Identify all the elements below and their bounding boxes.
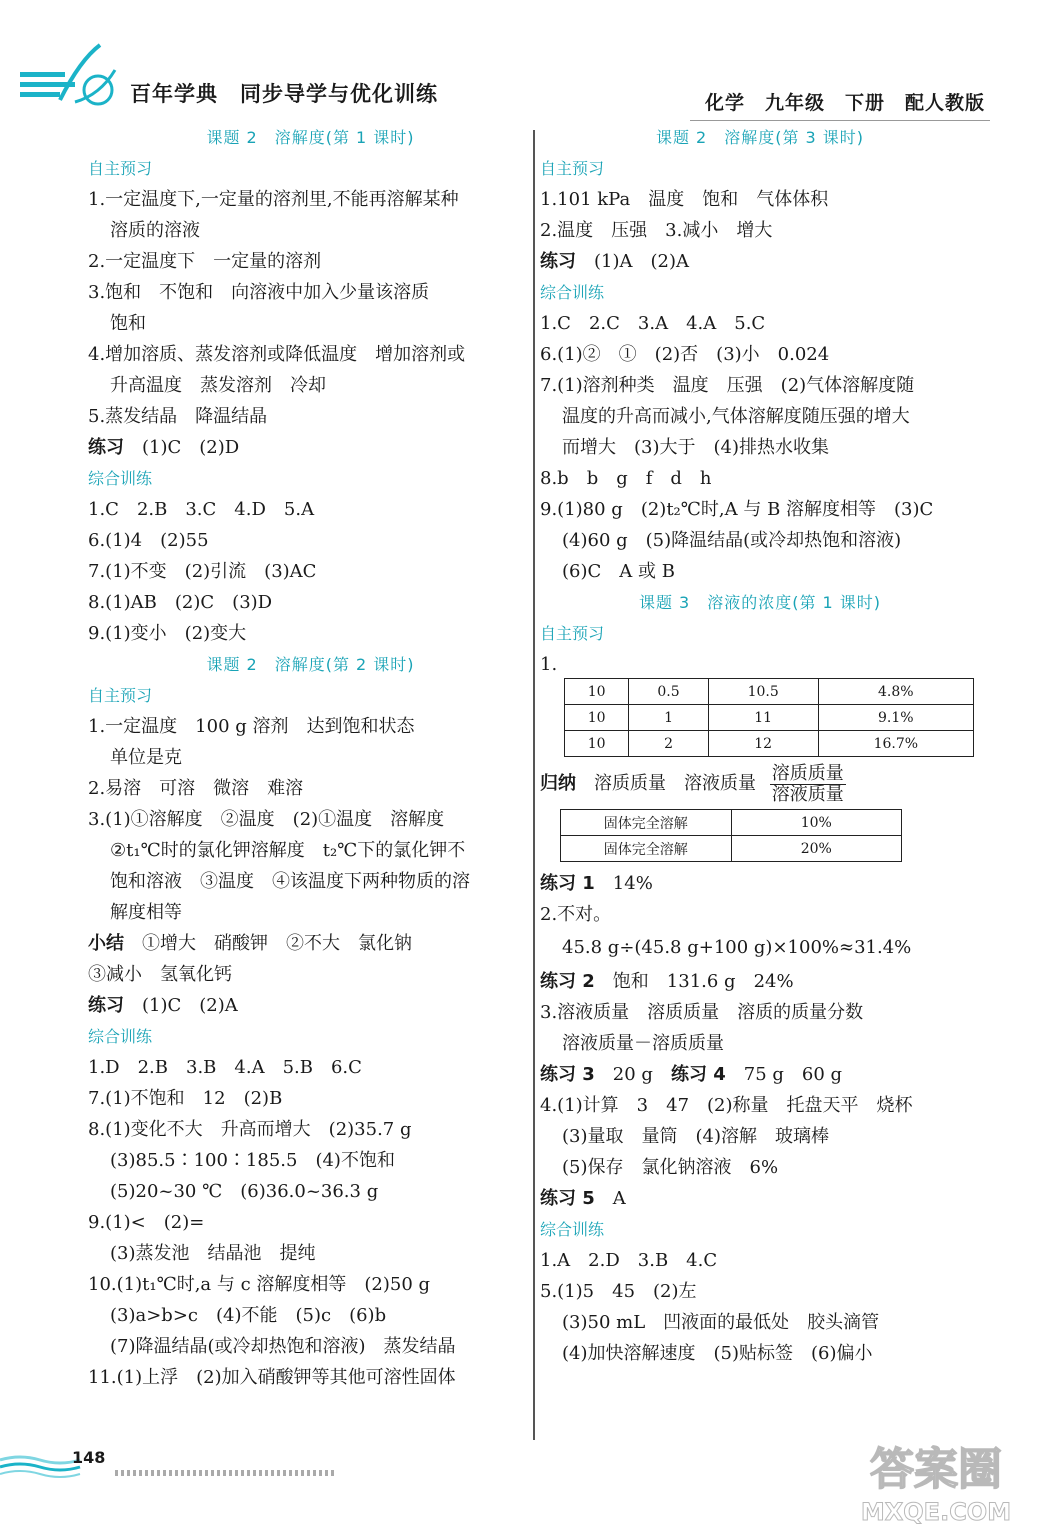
answer-line: 9.(1)变小 (2)变大 xyxy=(88,623,247,644)
table-row xyxy=(565,679,974,705)
answer-line xyxy=(540,1183,980,1214)
answer-line: 4.增加溶质、蒸发溶剂或降低温度 增加溶剂或 xyxy=(88,344,466,365)
table-cell: 10 xyxy=(565,731,629,757)
section-heading: 综合训练 xyxy=(540,1220,605,1239)
answer-line: 1.101 kPa 温度 饱和 气体体积 xyxy=(540,189,829,210)
watermark-logo xyxy=(841,1436,1031,1532)
summary-label: 归纳 xyxy=(540,773,576,794)
answer-line: 7.(1)不饱和 12 (2)B xyxy=(88,1088,283,1109)
answer-line: 解度相等 xyxy=(110,902,182,923)
table-cell: 2 xyxy=(629,731,708,757)
answer-line: 9.(1)80 g (2)t₂℃时,A 与 B 溶解度相等 (3)C xyxy=(540,499,934,520)
exercise-label: 练习 1 xyxy=(540,873,595,894)
table-row xyxy=(561,810,902,836)
answer-line: 1.C 2.C 3.A 4.A 5.C xyxy=(540,313,766,334)
answer-line: 而增大 (3)大于 (4)排热水收集 xyxy=(562,437,829,458)
fraction-numerator: 溶质质量 xyxy=(771,762,844,784)
table-cell: 10 xyxy=(565,679,629,705)
summary-answer: 溶质质量 溶液质量 xyxy=(576,773,756,794)
summary-line xyxy=(540,761,980,807)
answer-line: 1.一定温度下,一定量的溶剂里,不能再溶解某种 xyxy=(88,189,459,210)
answer-line: ②t₁℃时的氯化钾溶解度 t₂℃下的氯化钾不 xyxy=(110,840,466,861)
exercise-label: 练习 xyxy=(88,437,124,458)
answer-line: 单位是克 xyxy=(110,747,182,768)
answer-line: (7)降温结晶(或冷却热饱和溶液) 蒸发结晶 xyxy=(110,1336,456,1357)
exercise-answer: 14% xyxy=(594,873,653,894)
dissolution-table xyxy=(560,809,902,862)
answer-line: 5.(1)5 45 (2)左 xyxy=(540,1281,697,1302)
section-heading: 综合训练 xyxy=(88,1027,153,1046)
right-column xyxy=(540,122,980,1369)
watermark-title: 答案圈 xyxy=(870,1444,1002,1495)
answer-line: 溶质的溶液 xyxy=(110,220,200,241)
footer-dotted-rule xyxy=(115,1470,335,1476)
answer-line: (3)85.5∶100∶185.5 (4)不饱和 xyxy=(110,1150,395,1171)
answer-line: (3)50 mL 凹液面的最低处 胶头滴管 xyxy=(562,1312,880,1333)
answer-line: 1.D 2.B 3.B 4.A 5.B 6.C xyxy=(88,1057,362,1078)
answer-line xyxy=(88,928,533,959)
fraction-denominator: 溶液质量 xyxy=(771,783,844,805)
answer-line: 45.8 g÷(45.8 g+100 g)×100%≈31.4% xyxy=(562,937,912,958)
answer-line xyxy=(540,1059,980,1090)
answer-line: (3)蒸发池 结晶池 提纯 xyxy=(110,1243,316,1264)
answer-line: 溶液质量－溶质质量 xyxy=(562,1033,724,1054)
answer-line: 饱和 xyxy=(110,313,146,334)
book-logo-icon xyxy=(20,40,120,110)
topic-title: 课题 2 溶解度(第 3 课时) xyxy=(655,128,865,147)
answer-line: 7.(1)溶剂种类 温度 压强 (2)气体溶解度随 xyxy=(540,375,915,396)
section-heading: 综合训练 xyxy=(88,469,153,488)
answer-line: (4)加快溶解速度 (5)贴标签 (6)偏小 xyxy=(562,1343,873,1364)
summary-answer: ①增大 硝酸钾 ②不大 氯化钠 xyxy=(124,933,412,954)
answer-line: (3)量取 量筒 (4)溶解 玻璃棒 xyxy=(562,1126,829,1147)
answer-line: 1. xyxy=(540,654,558,675)
exercise-label: 练习 4 xyxy=(670,1064,726,1085)
exercise-label: 练习 xyxy=(540,251,576,272)
answer-line: 1.一定温度 100 g 溶剂 达到饱和状态 xyxy=(88,716,415,737)
table-cell: 0.5 xyxy=(629,679,708,705)
exercise-answer: (1)A (2)A xyxy=(576,251,689,272)
table-cell: 固体完全溶解 xyxy=(561,836,732,862)
answer-line xyxy=(540,868,980,899)
left-column xyxy=(88,122,533,1393)
exercise-label: 练习 3 xyxy=(540,1064,595,1085)
summary-label: 小结 xyxy=(88,933,124,954)
answer-line: 2.温度 压强 3.减小 增大 xyxy=(540,220,773,241)
brand-title: 百年学典 同步导学与优化训练 xyxy=(130,82,438,106)
exercise-label: 练习 2 xyxy=(540,971,595,992)
answer-line: 5.蒸发结晶 降温结晶 xyxy=(88,406,268,427)
table-cell: 10 xyxy=(565,705,629,731)
answer-line: (5)保存 氯化钠溶液 6% xyxy=(562,1157,779,1178)
answer-line: (5)20~30 ℃ (6)36.0~36.3 g xyxy=(110,1181,379,1202)
answer-line xyxy=(88,990,533,1021)
mass-fraction-formula xyxy=(770,764,846,805)
mass-fraction-table xyxy=(564,678,974,757)
answer-line: 升高温度 蒸发溶剂 冷却 xyxy=(110,375,326,396)
answer-line: 2.易溶 可溶 微溶 难溶 xyxy=(88,778,304,799)
table-cell: 9.1% xyxy=(818,705,973,731)
answer-line: 8.b b g f d h xyxy=(540,468,712,489)
answer-line: 温度的升高而减小,气体溶解度随压强的增大 xyxy=(562,406,910,427)
section-heading: 自主预习 xyxy=(88,686,153,705)
exercise-answer: (1)C (2)A xyxy=(124,995,238,1016)
exercise-label: 练习 5 xyxy=(540,1188,595,1209)
table-row xyxy=(565,731,974,757)
answer-line: 2.不对。 xyxy=(540,904,612,925)
section-heading: 自主预习 xyxy=(540,624,605,643)
page-header xyxy=(0,0,1043,120)
table-row xyxy=(561,836,902,862)
exercise-answer: 20 g xyxy=(594,1064,671,1085)
answer-line: 8.(1)变化不大 升高而增大 (2)35.7 g xyxy=(88,1119,412,1140)
exercise-answer: A xyxy=(594,1188,626,1209)
section-heading: 自主预习 xyxy=(540,159,605,178)
topic-title: 课题 2 溶解度(第 2 课时) xyxy=(206,655,415,674)
answer-line: 6.(1)4 (2)55 xyxy=(88,530,209,551)
topic-title: 课题 3 溶液的浓度(第 1 课时) xyxy=(638,593,882,612)
answer-line: 9.(1)< (2)= xyxy=(88,1212,205,1233)
answer-line: (4)60 g (5)降温结晶(或冷却热饱和溶液) xyxy=(562,530,902,551)
table-cell: 1 xyxy=(629,705,708,731)
answer-line: ③减小 氢氧化钙 xyxy=(88,964,232,985)
table-cell: 10% xyxy=(731,810,902,836)
answer-line xyxy=(540,246,980,277)
answer-line xyxy=(88,432,533,463)
answer-line: 2.一定温度下 一定量的溶剂 xyxy=(88,251,322,272)
exercise-answer: 饱和 131.6 g 24% xyxy=(594,971,794,992)
exercise-answer: (1)C (2)D xyxy=(124,437,240,458)
table-cell: 16.7% xyxy=(818,731,973,757)
answer-line: 6.(1)② ① (2)否 (3)小 0.024 xyxy=(540,344,830,365)
section-heading: 自主预习 xyxy=(88,159,153,178)
table-cell: 12 xyxy=(708,731,818,757)
answer-line: 1.C 2.B 3.C 4.D 5.A xyxy=(88,499,315,520)
header-rule xyxy=(690,120,990,121)
table-cell: 20% xyxy=(731,836,902,862)
table-cell: 10.5 xyxy=(708,679,818,705)
topic-title: 课题 2 溶解度(第 1 课时) xyxy=(206,128,415,147)
table-cell: 11 xyxy=(708,705,818,731)
column-divider xyxy=(533,130,535,1440)
answer-line: (6)C A 或 B xyxy=(562,561,675,582)
table-cell: 4.8% xyxy=(818,679,973,705)
page-number: 148 xyxy=(72,1448,106,1467)
answer-line: 8.(1)AB (2)C (3)D xyxy=(88,592,273,613)
answer-line: 1.A 2.D 3.B 4.C xyxy=(540,1250,718,1271)
watermark-url: MXQE.COM xyxy=(860,1498,1012,1526)
answer-line: 4.(1)计算 3 47 (2)称量 托盘天平 烧杯 xyxy=(540,1095,913,1116)
answer-line: 3.(1)①溶解度 ②温度 (2)①温度 溶解度 xyxy=(88,809,445,830)
answer-line: (3)a>b>c (4)不能 (5)c (6)b xyxy=(110,1305,387,1326)
answer-line: 3.溶液质量 溶质质量 溶质的质量分数 xyxy=(540,1002,864,1023)
exercise-answer: 75 g 60 g xyxy=(725,1064,843,1085)
answer-line: 3.饱和 不饱和 向溶液中加入少量该溶质 xyxy=(88,282,430,303)
section-heading: 综合训练 xyxy=(540,283,605,302)
answer-line: 7.(1)不变 (2)引流 (3)AC xyxy=(88,561,317,582)
answer-line xyxy=(540,966,980,997)
answer-line: 11.(1)上浮 (2)加入硝酸钾等其他可溶性固体 xyxy=(88,1367,456,1388)
table-row xyxy=(565,705,974,731)
exercise-label: 练习 xyxy=(88,995,124,1016)
table-cell: 固体完全溶解 xyxy=(561,810,732,836)
answer-line: 10.(1)t₁℃时,a 与 c 溶解度相等 (2)50 g xyxy=(88,1274,431,1295)
answer-line: 饱和溶液 ③温度 ④该温度下两种物质的溶 xyxy=(110,871,470,892)
subject-label: 化学 九年级 下册 配人教版 xyxy=(704,92,985,114)
